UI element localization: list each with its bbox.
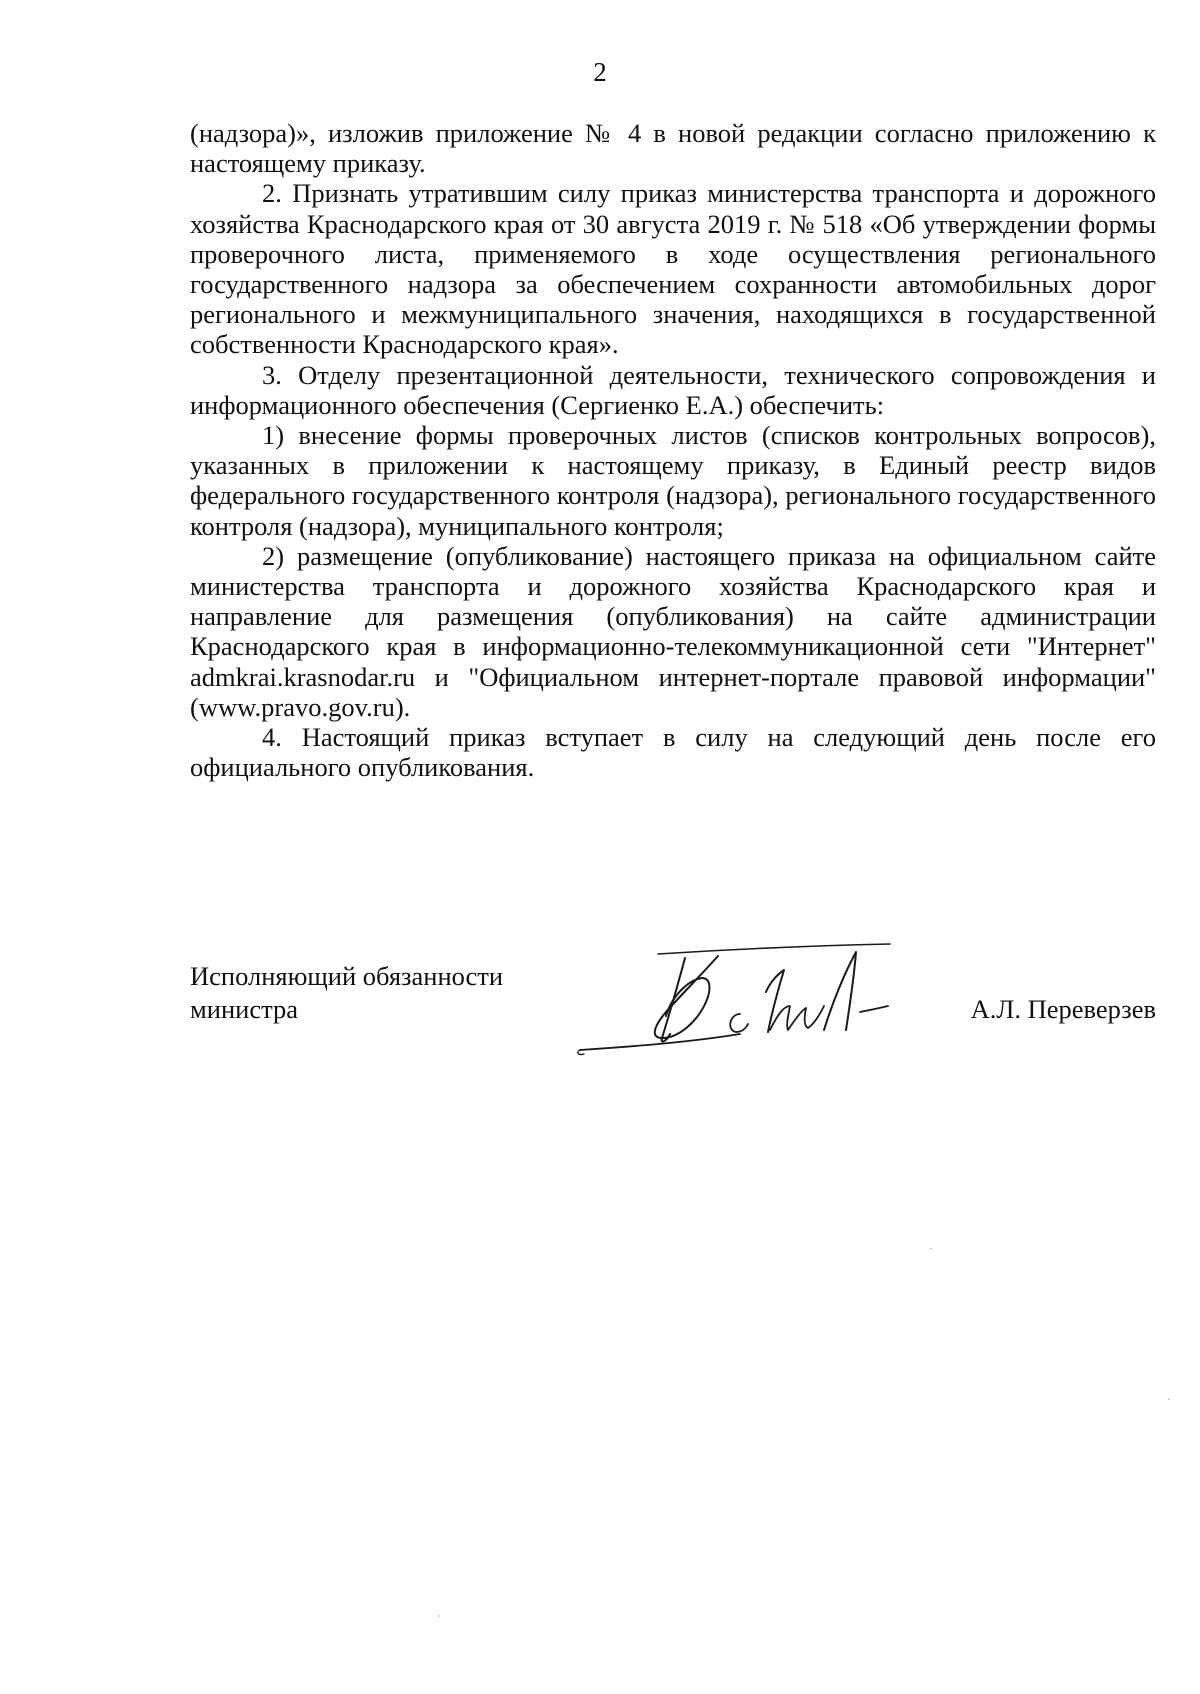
paragraph-item-2: 2. Признать утратившим силу приказ министерства транспорта и дорожного хозяйства Краснодарского края от 30 августа 2019 г. № 518 «Об утверждении формы проверочного листа, применяемого в ходе осуществления регионального государственного надзора за обеспечением сохранности автомобильных дорог регионального и межмуниципального значения, находящихся в государственной собственности Краснодарского края». bbox=[190, 178, 1156, 360]
paragraph-continuation: (надзора)», изложив приложение № 4 в новой редакции согласно приложению к настоящему приказу. bbox=[190, 118, 1156, 179]
signatory-position-line-2: министра bbox=[190, 994, 298, 1024]
signatory-position-line-1: Исполняющий обязанности bbox=[190, 961, 504, 991]
paragraph-item-3: 3. Отделу презентационной деятельности, технического сопровождения и информационного обеспечения (Сергиенко Е.А.) обеспечить: bbox=[190, 359, 1156, 420]
paragraph-item-4: 4. Настоящий приказ вступает в силу на следующий день после его официального опубликования. bbox=[190, 722, 1156, 783]
handwritten-signature bbox=[570, 934, 930, 1064]
signature-block bbox=[190, 958, 1156, 1078]
scan-speck bbox=[930, 1248, 932, 1250]
signatory-name: А.Л. Переверзев bbox=[970, 994, 1156, 1024]
page-number: 2 bbox=[593, 57, 607, 87]
scan-speck bbox=[1168, 1398, 1170, 1400]
scan-speck bbox=[438, 1615, 440, 1617]
document-body bbox=[190, 118, 1156, 782]
paragraph-subitem-2: 2) размещение (опубликование) настоящего приказа на официальном сайте министерства транспорта и дорожного хозяйства Краснодарского края и направление для размещения (опубликования) на сайте администрации Краснодарского края в информационно-телекоммуникационной сети "Интернет" admkrai.krasnodar.ru и "Официальном интернет-портале правовой информации" (www.pravo.gov.ru). bbox=[190, 540, 1156, 722]
paragraph-subitem-1: 1) внесение формы проверочных листов (списков контрольных вопросов), указанных в приложении к настоящему приказу, в Единый реестр видов федерального государственного контроля (надзора), регионального государственного контроля (надзора), муниципального контроля; bbox=[190, 420, 1156, 541]
signatory-position bbox=[190, 960, 503, 1026]
